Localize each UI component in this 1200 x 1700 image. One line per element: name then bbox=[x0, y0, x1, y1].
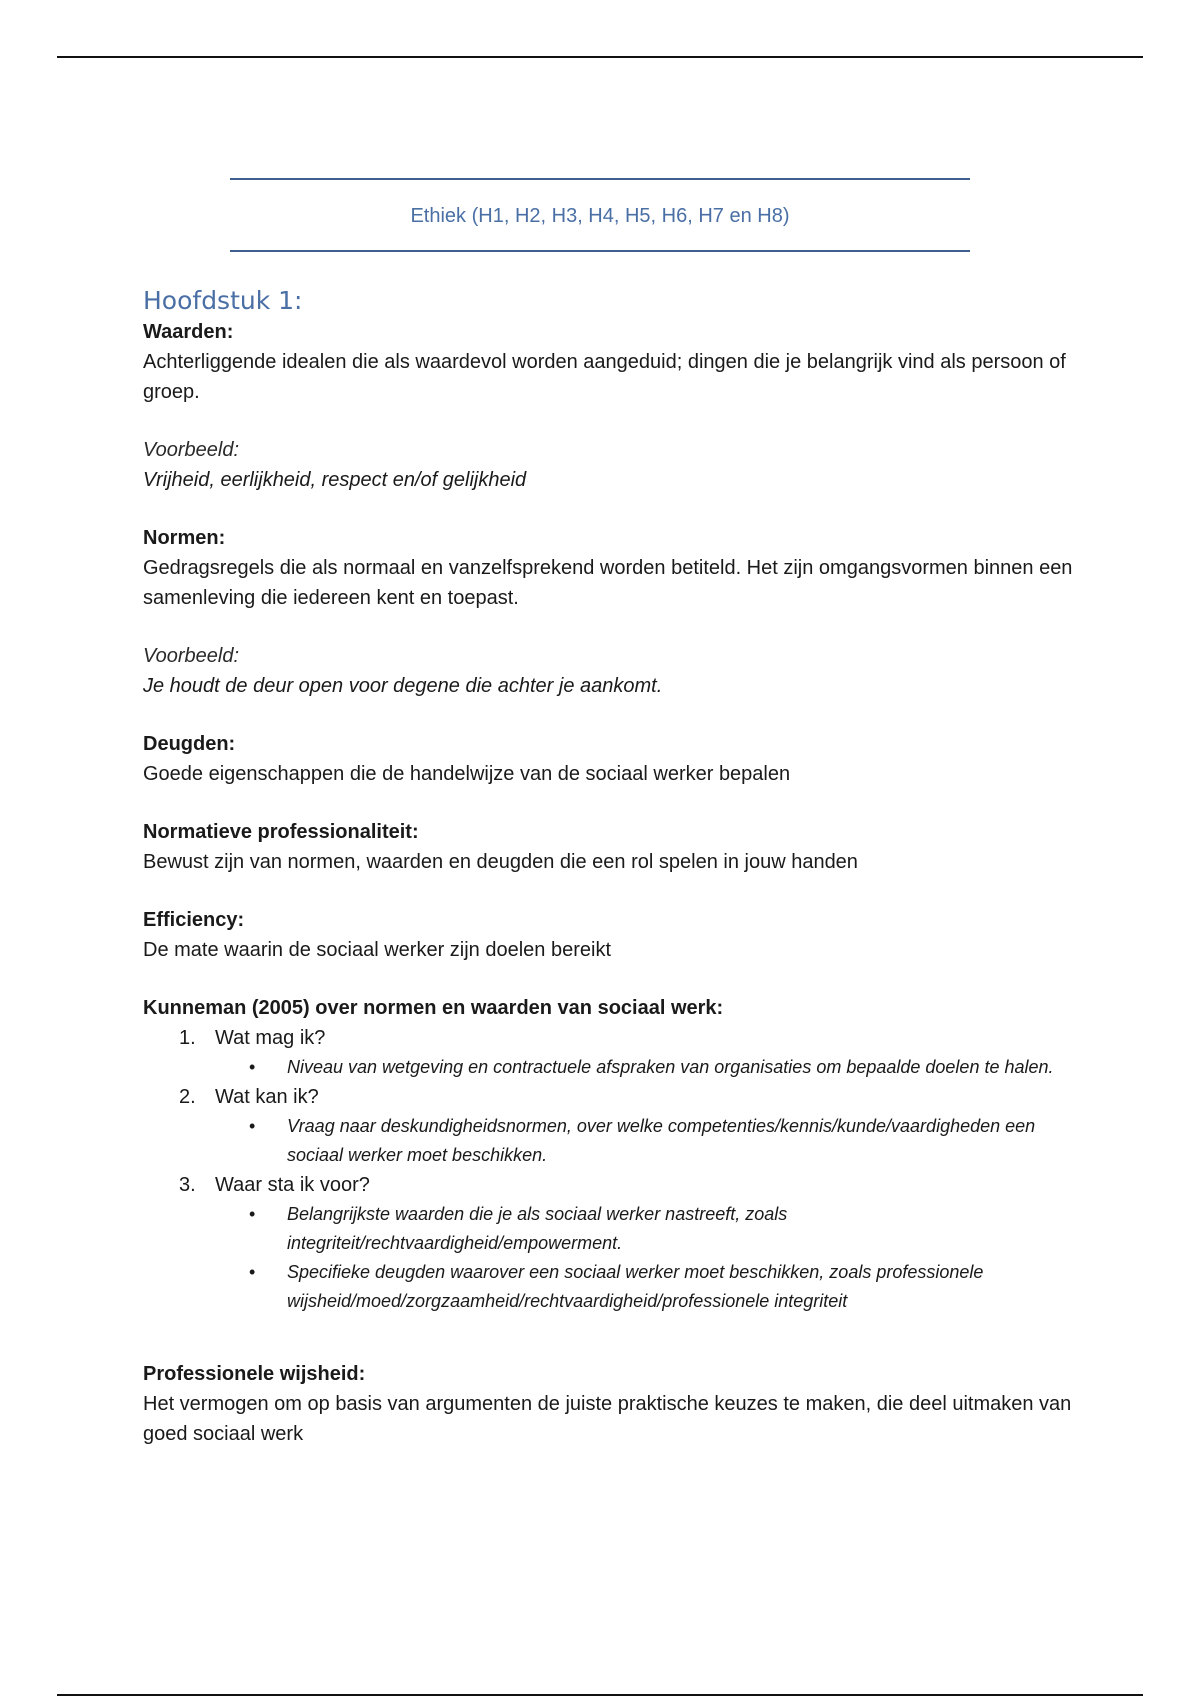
sub-list-item: • Niveau van wetgeving en contractuele afspraken van organisaties om bepaalde doelen te halen. bbox=[215, 1053, 1073, 1082]
example-label-normen: Voorbeeld: bbox=[143, 645, 239, 667]
question-text: Waar sta ik voor? bbox=[215, 1174, 370, 1196]
sub-list bbox=[215, 1112, 1073, 1170]
kunneman-question-list bbox=[143, 1023, 1073, 1316]
example-waarden: Vrijheid, eerlijkheid, respect en/of gelijkheid bbox=[143, 469, 527, 491]
sub-list bbox=[215, 1200, 1073, 1316]
example-label-waarden: Voorbeeld: bbox=[143, 439, 239, 461]
term-normen: Normen: bbox=[143, 527, 226, 549]
sub-list-item: • Specifieke deugden waarover een sociaal werker moet beschikken, zoals professionele wijsheid/moed/zorgzaamheid/rechtvaardigheid/professionele integriteit bbox=[215, 1258, 1073, 1316]
page-top-rule bbox=[57, 56, 1143, 58]
list-item bbox=[143, 1082, 1073, 1170]
list-item bbox=[143, 1170, 1073, 1316]
title-block bbox=[230, 178, 970, 252]
list-number: 2. bbox=[179, 1086, 196, 1108]
term-professionele-wijsheid: Professionele wijsheid: bbox=[143, 1363, 366, 1385]
list-item bbox=[143, 1023, 1073, 1082]
sub-list bbox=[215, 1053, 1073, 1082]
bullet-icon: • bbox=[249, 1262, 256, 1282]
list-number: 3. bbox=[179, 1174, 196, 1196]
term-efficiency: Efficiency: bbox=[143, 909, 245, 931]
document-title: Ethiek (H1, H2, H3, H4, H5, H6, H7 en H8) bbox=[410, 205, 790, 227]
definition-efficiency: De mate waarin de sociaal werker zijn doelen bereikt bbox=[143, 939, 612, 961]
bullet-icon: • bbox=[249, 1116, 256, 1136]
definition-normen: Gedragsregels die als normaal en vanzelfsprekend worden betiteld. Het zijn omgangsvormen binnen een samenleving die iedereen kent en toepast. bbox=[143, 557, 1073, 609]
question-text: Wat kan ik? bbox=[215, 1086, 319, 1108]
page-bottom-rule bbox=[57, 1694, 1143, 1696]
definition-deugden: Goede eigenschappen die de handelwijze van de sociaal werker bepalen bbox=[143, 763, 791, 785]
example-normen: Je houdt de deur open voor degene die achter je aankomt. bbox=[143, 675, 663, 697]
definition-normatieve-professionaliteit: Bewust zijn van normen, waarden en deugden die een rol spelen in jouw handen bbox=[143, 851, 858, 873]
term-kunneman: Kunneman (2005) over normen en waarden van sociaal werk: bbox=[143, 997, 724, 1019]
list-number: 1. bbox=[179, 1027, 196, 1049]
term-normatieve-professionaliteit: Normatieve professionaliteit: bbox=[143, 821, 419, 843]
title-bottom-line bbox=[230, 250, 970, 252]
document-body bbox=[143, 284, 1073, 1449]
bullet-icon: • bbox=[249, 1204, 256, 1224]
term-deugden: Deugden: bbox=[143, 733, 236, 755]
definition-professionele-wijsheid: Het vermogen om op basis van argumenten de juiste praktische keuzes te maken, die deel uitmaken van goed sociaal werk bbox=[143, 1393, 1072, 1445]
sub-list-item: • Vraag naar deskundigheidsnormen, over welke competenties/kennis/kunde/vaardigheden een sociaal werker moet beschikken. bbox=[215, 1112, 1073, 1170]
question-text: Wat mag ik? bbox=[215, 1027, 326, 1049]
term-waarden: Waarden: bbox=[143, 321, 234, 343]
bullet-icon: • bbox=[249, 1057, 256, 1077]
chapter-heading: Hoofdstuk 1: bbox=[143, 286, 303, 315]
sub-list-item: • Belangrijkste waarden die je als sociaal werker nastreeft, zoals integriteit/rechtvaardigheid/empowerment. bbox=[215, 1200, 1073, 1258]
definition-waarden: Achterliggende idealen die als waardevol worden aangeduid; dingen die je belangrijk vind als persoon of groep. bbox=[143, 351, 1066, 403]
